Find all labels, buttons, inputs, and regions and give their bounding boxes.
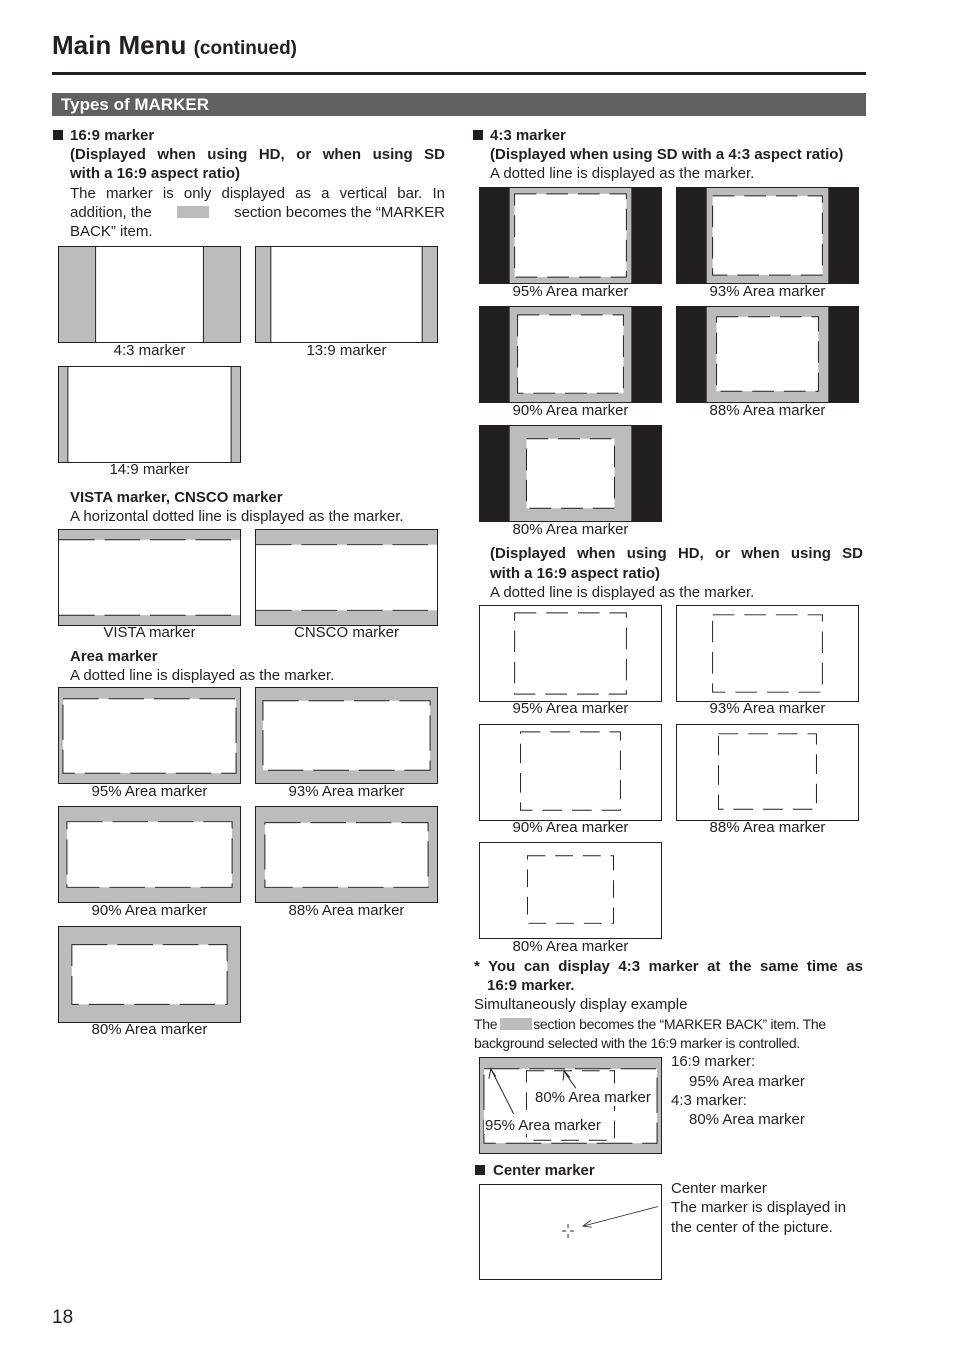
caption-area-88: 88% Area marker (288, 902, 405, 919)
note-line1: * You can display 4:3 marker at the same time as (474, 958, 863, 975)
caption-vista: VISTA marker (103, 624, 196, 641)
note-back-line1-b: section becomes the “MARKER BACK” item. The (533, 1016, 826, 1032)
fig-43-90 (479, 306, 662, 403)
caption-169-149: 14:9 marker (109, 461, 190, 478)
fig-area-88 (255, 806, 438, 903)
caption-hd-95: 95% Area marker (512, 700, 629, 717)
desc-area-marker: A dotted line is displayed as the marker. (70, 667, 335, 684)
desc-169-line3: BACK” item. (70, 223, 153, 240)
heading-vista-cnsco: VISTA marker, CNSCO marker (70, 489, 283, 506)
sim-label-80: 80% Area marker (535, 1089, 651, 1106)
fig-hd-95 (479, 605, 662, 702)
bullet-square-icon (473, 130, 483, 140)
cond-hd-line1: (Displayed when using HD, or when using SD (490, 545, 863, 562)
caption-hd-93: 93% Area marker (709, 700, 826, 717)
page-title: Main Menu (continued) (52, 30, 298, 60)
caption-hd-80: 80% Area marker (512, 938, 629, 955)
cond-169-line1: (Displayed when using HD, or when using SD (70, 146, 445, 163)
desc-43: A dotted line is displayed as the marker. (490, 165, 755, 182)
fig-169-139-marker (255, 246, 438, 343)
fig-area-95 (58, 687, 241, 784)
fig-area-93 (255, 687, 438, 784)
fig-hd-88 (676, 724, 859, 821)
fig-cnsco-marker (255, 529, 438, 626)
marker-back-swatch (177, 206, 209, 218)
fig-43-80 (479, 425, 662, 522)
note-back-line2: background selected with the 16:9 marker is controlled. (474, 1035, 800, 1051)
fig-43-88 (676, 306, 859, 403)
fig-area-80 (58, 926, 241, 1023)
fig-vista-marker (58, 529, 241, 626)
cond-169-line2: with a 16:9 aspect ratio) (70, 165, 241, 182)
heading-43-marker: 4:3 marker (490, 127, 566, 144)
caption-43-90: 90% Area marker (512, 402, 629, 419)
desc-169-line2 (70, 203, 445, 222)
caption-area-90: 90% Area marker (91, 902, 208, 919)
fig-hd-80 (479, 842, 662, 939)
sim-side-4: 80% Area marker (689, 1111, 805, 1128)
fig-hd-90 (479, 724, 662, 821)
desc-vista-cnsco: A horizontal dotted line is displayed as the marker. (70, 508, 404, 525)
caption-43-80: 80% Area marker (512, 521, 629, 538)
heading-area-marker: Area marker (70, 648, 158, 665)
caption-43-88: 88% Area marker (709, 402, 826, 419)
center-side-1: Center marker (671, 1180, 767, 1197)
caption-169-139: 13:9 marker (306, 342, 387, 359)
caption-area-93: 93% Area marker (288, 783, 405, 800)
note-line2: 16:9 marker. (487, 977, 575, 994)
caption-hd-90: 90% Area marker (512, 819, 629, 836)
center-side-3: the center of the picture. (671, 1219, 833, 1236)
fig-center-marker (479, 1184, 662, 1280)
page-number: 18 (52, 1307, 74, 1328)
fig-area-90 (58, 806, 241, 903)
note-back-line1 (474, 1015, 863, 1034)
caption-43-93: 93% Area marker (709, 283, 826, 300)
desc-169-line2-b: section becomes the “MARKER (234, 204, 445, 221)
note-back-line1-a: The (474, 1016, 498, 1032)
caption-area-95: 95% Area marker (91, 783, 208, 800)
caption-169-43: 4:3 marker (113, 342, 186, 359)
fig-169-43-marker (58, 246, 241, 343)
heading-center-marker: Center marker (493, 1162, 595, 1179)
fig-169-149-marker (58, 366, 241, 463)
cond-hd-line2: with a 16:9 aspect ratio) (490, 565, 661, 582)
fig-hd-93 (676, 605, 859, 702)
fig-43-93 (676, 187, 859, 284)
sim-side-1: 16:9 marker: (671, 1053, 756, 1070)
heading-169-marker: 16:9 marker (70, 127, 155, 144)
section-title: Types of MARKER (61, 95, 209, 114)
desc-169-line1: The marker is only displayed as a vertical bar. In (70, 185, 445, 202)
bullet-square-icon (53, 130, 63, 140)
sim-side-2: 95% Area marker (689, 1073, 805, 1090)
center-side-2: The marker is displayed in (671, 1199, 847, 1216)
caption-cnsco: CNSCO marker (293, 624, 399, 641)
caption-area-80: 80% Area marker (91, 1021, 208, 1038)
section-header (52, 93, 866, 116)
desc-hd: A dotted line is displayed as the marker. (490, 584, 755, 601)
fig-43-95 (479, 187, 662, 284)
cond-43: (Displayed when using SD with a 4:3 aspect ratio) (490, 146, 844, 163)
desc-169-line2-a: addition, the (70, 204, 152, 221)
sim-label-95: 95% Area marker (485, 1117, 601, 1134)
caption-hd-88: 88% Area marker (709, 819, 826, 836)
fig-simultaneous (479, 1057, 662, 1154)
page-title-suffix: (continued) (193, 38, 298, 59)
note-sim-label: Simultaneously display example (474, 996, 688, 1013)
marker-back-swatch (500, 1018, 532, 1030)
bullet-square-icon (475, 1165, 485, 1175)
caption-43-95: 95% Area marker (512, 283, 629, 300)
sim-side-3: 4:3 marker: (671, 1092, 747, 1109)
title-rule (52, 72, 866, 75)
